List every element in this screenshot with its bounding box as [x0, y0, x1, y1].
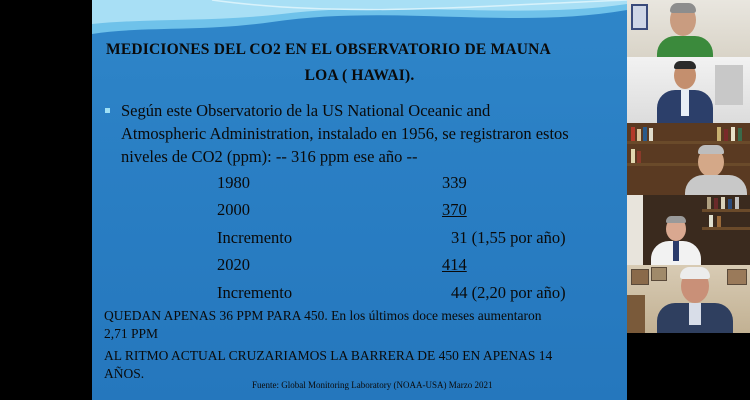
bullet-text-line-1: Según este Observatorio de la US National Oceanic and — [121, 101, 491, 120]
note-1-line-1: QUEDAN APENAS 36 PPM PARA 450. En los últimos doce meses aumentaron — [104, 308, 542, 323]
participant-body — [685, 175, 747, 195]
note-2-line-1: AL RITMO ACTUAL CRUZARIAMOS LA BARRERA DE 450 EN APENAS 14 — [104, 348, 553, 363]
participant-video-1[interactable] — [627, 0, 750, 57]
slide-source: Fuente: Global Monitoring Laboratory (NOAA-USA) Marzo 2021 — [252, 380, 493, 390]
note-2-line-2: AÑOS. — [104, 366, 145, 381]
participant-video-3[interactable] — [627, 123, 750, 195]
row-value-1980: 339 — [442, 173, 467, 192]
participant-video-4[interactable] — [627, 195, 750, 265]
row-label-increment-2: Incremento — [217, 283, 293, 302]
row-value-increment-1: 31 (1,55 por año) — [451, 228, 566, 247]
bullet-text-line-2: Atmospheric Administration, instalado en 1956, se registraron estos — [121, 124, 569, 143]
bullet-text-line-3: niveles de CO2 (ppm): -- 316 ppm ese año -- — [121, 147, 418, 166]
shared-slide — [92, 0, 627, 400]
note-1-line-2: 2,71 PPM — [104, 326, 159, 341]
participant-body — [657, 36, 713, 57]
row-label-2000: 2000 — [217, 200, 250, 219]
row-label-2020: 2020 — [217, 255, 250, 274]
row-label-1980: 1980 — [217, 173, 250, 192]
slide-title-line-2: LOA ( HAWAI). — [304, 67, 415, 84]
participant-video-2[interactable] — [627, 57, 750, 123]
row-value-increment-2: 44 (2,20 por año) — [451, 283, 566, 302]
slide-title-line-1: MEDICIONES DEL CO2 EN EL OBSERVATORIO DE MAUNA — [106, 41, 551, 58]
wall-frame-icon — [631, 4, 648, 30]
left-black-bar — [0, 0, 92, 400]
participant-video-5[interactable] — [627, 265, 750, 333]
row-value-2020: 414 — [442, 255, 467, 274]
row-value-2000: 370 — [442, 200, 467, 219]
row-label-increment-1: Incremento — [217, 228, 293, 247]
empty-gallery-area — [627, 333, 750, 400]
bullet-icon — [105, 108, 110, 113]
